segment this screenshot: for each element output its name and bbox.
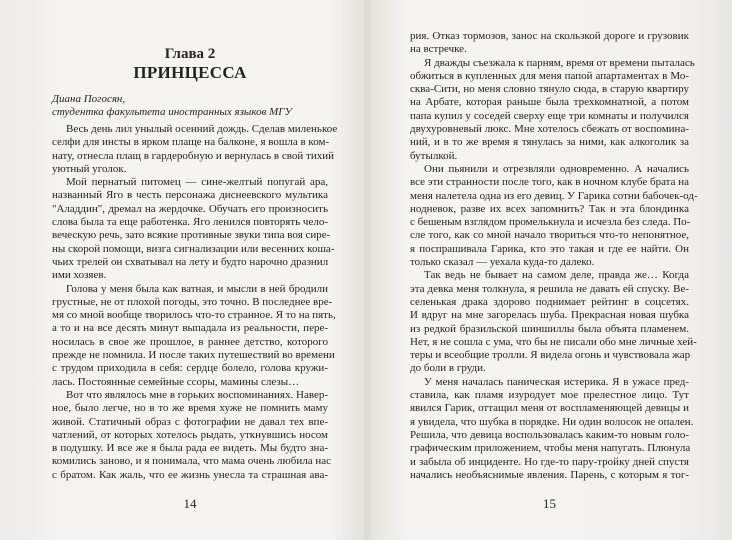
text-line: папа купил у соседей сверху еще три комнаты и получился	[410, 109, 689, 122]
text-line: я увидела, что шубка в порядке. Ни один волосок не опален.	[410, 415, 694, 428]
text-line: Весь день лил унылый осенний дождь. Сделав миленькое	[66, 123, 338, 135]
page-number-right: 15	[543, 496, 556, 511]
text-line: уютный уголок.	[52, 162, 127, 175]
epigraph-author: Диана Погосян,	[52, 93, 126, 105]
epigraph	[52, 93, 292, 120]
text-line: нодневок, разве их всех запомнить? Так и эта блондинка	[410, 202, 689, 215]
text-line: У меня началась паническая истерика. Я в ужасе пред-	[424, 375, 689, 388]
text-line: а то и на все десять минут выпадала из реальности, пере-	[52, 322, 328, 335]
right-page-body	[410, 30, 698, 482]
text-line: двухуровневый люкс. Мне хотелось сбежать от воспомина-	[410, 123, 689, 136]
text-line: на Арбате, которая раньше была трехкомнатной, а потом	[410, 96, 689, 109]
text-line: Вот что являлось мне в горьких воспоминаниях. Навер-	[66, 388, 328, 401]
text-line: носилась в свое же прошлое, в раннее детство, которого	[52, 335, 328, 348]
text-line: ное, было легче, но в то же время хуже не помнить маму	[52, 402, 328, 415]
text-line: до боли в груди.	[410, 362, 486, 375]
text-line: сле того, как со мной начало твориться что-то непонятное,	[410, 229, 689, 242]
text-line: ны скорой помощи, визга сигнализации или весенних коша-	[52, 242, 335, 255]
page-number-left: 14	[183, 496, 197, 511]
text-line: И вдруг на мне загорелась шуба. Прекрасная новая шубка	[410, 309, 689, 322]
text-line: Решила, что девица воспользовалась каким-то новым голо-	[410, 428, 689, 441]
paragraph	[410, 30, 689, 57]
text-line: начались необъяснимые явления. Парень, с которым я тог-	[410, 468, 689, 481]
text-line: бутылкой.	[410, 149, 458, 162]
text-line: меня налетела одна из его девиц. У Гарика сотни бабочек-од-	[410, 189, 698, 202]
text-line: лась. Постоянные семейные ссоры, мамины слезы…	[52, 375, 300, 388]
text-line: рия. Отказ тормозов, занос на скользкой дороге и грузовик	[410, 30, 689, 42]
text-line: селенькая драка здорово поднимает рейтинг в соцсетях.	[410, 295, 689, 308]
paragraph	[52, 176, 335, 282]
paragraph	[410, 269, 697, 375]
text-line: с братом. Как жаль, что ее жизнь унесла та страшная ава-	[52, 468, 328, 481]
text-line: из редкой бразильской шиншиллы была объята пламенем.	[410, 322, 689, 335]
text-line: прежде не помнила. И после таких путешествий во времени	[52, 349, 335, 362]
text-line: живой. Статичный образ с фотографии не давал тех впе-	[52, 415, 328, 428]
text-line: я поспрашивала Гарика, кто это такая и где ее найти. Он	[410, 242, 689, 255]
text-line: "Аладдин", дремал на жердочке. Обучать его произносить	[52, 202, 328, 215]
text-line: все эти странности после того, как в ночном клубе брата на	[410, 176, 690, 189]
text-line: только сказал — уехала куда-то далеко.	[410, 256, 595, 269]
text-line: чатлений, от которых хотелось рыдать, уткнувшись носом	[52, 428, 328, 441]
text-line: ставила, как пламя изуродует мое прелестное лицо. Тут	[410, 389, 689, 402]
text-line: и забыла об инциденте. Но где-то пару-тройку дней спустя	[410, 455, 689, 468]
left-page	[52, 0, 338, 540]
text-line: Так ведь не бывает на самом деле, правда же… Когда	[424, 269, 689, 282]
text-line: мя со мной вообще творилось что-то странное. Я то на пять,	[52, 309, 336, 322]
text-line: ний, и в то же время я тянулась за ними, как алкоголик за	[410, 136, 689, 149]
text-line: веческую речь, зато всякие противные звуки типа воя сире-	[52, 229, 331, 242]
text-line: грустные, не от плохой погоды, это точно. В последнее вре-	[52, 295, 333, 308]
epigraph-affiliation: студентка факультета иностранных языков МГУ	[52, 106, 292, 119]
text-line: слова была та еще работенка. Яго ленился повторять чело-	[52, 216, 328, 229]
paragraph	[410, 375, 694, 482]
text-line: обжиться в купленных для меня папой апартаментах в Мо-	[410, 69, 689, 82]
text-line: на встречке.	[410, 43, 467, 56]
text-line: ими хозяев.	[52, 269, 107, 282]
paragraph	[52, 123, 338, 176]
text-line: названный Яго в честь персонажа диснеевского мультика	[52, 189, 328, 202]
paragraph	[52, 388, 332, 482]
paragraph	[410, 162, 698, 269]
paragraph	[410, 56, 695, 163]
text-line: теры и всеобщие тролли. Я видела огонь и чувствовала жар	[410, 349, 691, 362]
text-line: графическим приложением, чтобы меня напугать. Плюнула	[410, 442, 691, 455]
text-line: с бешеным взглядом промелькнула и исчезла без следа. По-	[410, 216, 691, 229]
text-line: явился Гарик, оттащил меня от воспламеняющей девицы и	[410, 402, 689, 415]
text-line: комились заново, и я понимала, что мама очень любила нас	[52, 455, 332, 468]
text-line: чьих трелей он схватывал на лету и будто нарочно дразнил	[52, 255, 329, 268]
chapter-title: ПРИНЦЕССА	[133, 63, 247, 82]
text-line: Нет, я не сошла с ума, что бы не писали обо мне личные хей-	[410, 335, 697, 348]
text-line: нату, отнесла плащ в гардеробную и вернулась в свой тихий	[52, 149, 334, 162]
text-line: селфи для инсты в ярком плаще на балконе, я вошла в ком-	[52, 136, 330, 149]
text-line: с трудом приходила в себя: сердце болело, голова кружи-	[52, 362, 328, 375]
text-line: в подушку. И все же я была рада ее видеть. Мы будто зна-	[52, 442, 328, 455]
chapter-number: Глава 2	[164, 46, 216, 62]
text-line: сква-Сити, но меня словно тянуло сюда, в старую квартиру	[410, 83, 689, 96]
text-line: Они пьянили и отрезвляли одновременно. А начались	[424, 162, 689, 175]
text-line: эта девка меня толкнула, я решила не давать ей спуску. Ве-	[410, 282, 689, 295]
text-line: Голова у меня была как ватная, и мысли в ней бродили	[66, 282, 328, 295]
left-page-body	[52, 123, 338, 482]
text-line: Мой пернатый питомец — сине-желтый попугай ара,	[66, 176, 328, 189]
text-line: Я дважды съезжала к парням, время от времени пыталась	[424, 56, 695, 69]
paragraph	[52, 282, 336, 389]
right-page	[410, 0, 698, 540]
